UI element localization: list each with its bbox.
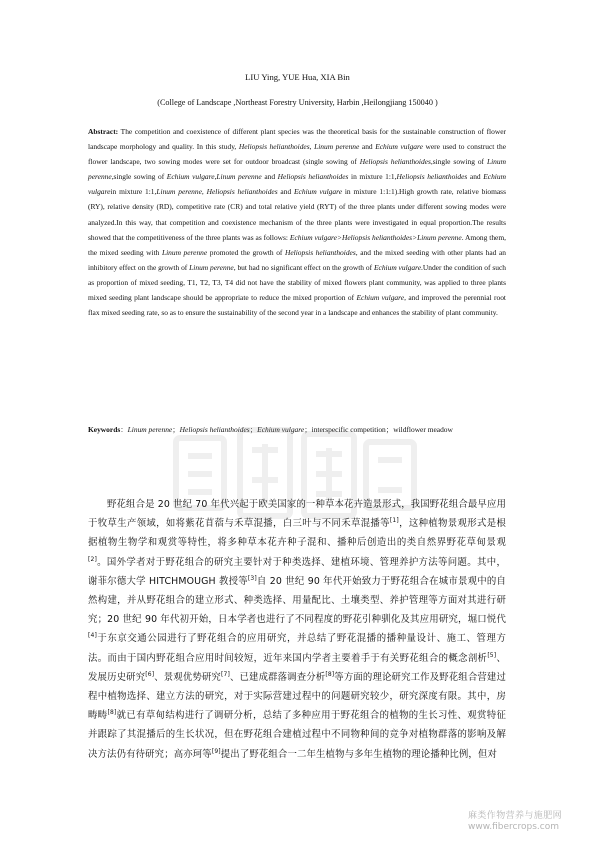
abstract-text: in mixture 1:1, (110, 187, 157, 197)
authors-line: LIU Ying, YUE Hua, XIA Bin (245, 72, 350, 82)
abstract-text: and (359, 142, 376, 152)
abstract-text: , and improved the perennial root flax mixed seeding rate, so as to ensure the sustainability of the second year in a landscape and enhances the stability of plant community. (88, 293, 506, 318)
abstract-text: in mixture 1:1:1).High growth rate, relative biomass (RY), relative density (RD), competitive rate (CR) and total relative yield (RYT) of the three plants under different sowing modes were analyzed.In this way, that competition and coexistence mechanism of the three plants were investigated in equal proportion.The results showed that the competitiveness of the three plants was as follows: (88, 187, 506, 242)
watermark-url: www.fibercrops.com (468, 822, 559, 832)
abstract-text: , and the mixed seeding with other plants had an inhibitory effect on the growth of (88, 247, 506, 272)
citation-ref: [9] (211, 747, 221, 755)
abstract-text: , (214, 172, 217, 182)
abstract-text: in mixture 1:1, (348, 172, 397, 182)
citation-ref: [2] (88, 555, 97, 563)
species-name: Heliopsis helianthoides (284, 247, 356, 257)
abstract-text: , (201, 187, 207, 197)
keywords-text: ； (172, 425, 180, 434)
competitiveness-order: Echium vulgare>Heliopsis helianthoides>Linum perenne (289, 232, 462, 242)
abstract-text: . Among them, the mixed seeding with (88, 232, 506, 257)
abstract-text: The competition and coexistence of different plant species was the theoretical basis for the sustainable construction of flower landscape morphology and quality. In this study, (88, 127, 506, 152)
citation-ref: [7] (220, 670, 230, 678)
keywords-label: Keywords (88, 425, 121, 434)
abstract-text: , (309, 142, 315, 152)
abstract-text: ,single sowing of (111, 172, 167, 182)
watermark-site-name: 麻类作物营养与施肥网 (468, 811, 563, 821)
citation-ref: [8] (325, 670, 335, 678)
abstract-text: and (467, 172, 484, 182)
body-text: 野花组合是 20 世纪 70 年代兴起于欧美国家的一种草本花卉造景形式，我国野花组合最早应用于牧草生产领域，如将紫花苜蓿与禾草混播，白三叶与不同禾草混播等 (88, 499, 506, 530)
species-name: Heliopsis helianthoides (359, 157, 431, 167)
citation-ref: [3] (247, 574, 257, 582)
citation-ref: [6] (145, 670, 155, 678)
abstract-text: promoted the growth of (207, 247, 285, 257)
abstract-text: were used to construct the flower landscape, two sowing modes were set for outdoor broadcast (single sowing of (88, 142, 506, 167)
abstract-text: and (277, 187, 295, 197)
abstract-text: .Under the condition of such as proportion of mixed seeding, T1, T2, T3, T4 did not have the stability of mixed flowers plant community, was applied to three plants mixed seeding plant landscape should be appropriate to reduce the mixed proportion of (88, 262, 506, 303)
species-name: Echium vulgare (373, 262, 422, 272)
species-name: Linum perenne (156, 187, 202, 197)
abstract-text: , but had no significant effect on the growth of (233, 262, 374, 272)
species-name: Linum perenne (314, 142, 360, 152)
citation-ref: [1] (389, 517, 399, 525)
species-name: Linum perenne (189, 262, 234, 272)
species-name: Heliopsis helianthoides (277, 172, 349, 182)
keywords-text: ： (120, 425, 128, 434)
body-text: 提出了野花组合一二年生植物与多年生植物的理论播种比例，但对 (220, 748, 498, 760)
body-text: 等方面的理论研究工作及野花组合营建过程中植物选择、建立方法的研究，对于实际营建过程中的问题研究较少，研究深度有限。其中，房畴畴 (88, 671, 506, 722)
keyword-species: Echium vulgare (257, 425, 305, 434)
species-name: Echium vulgare (88, 172, 506, 197)
body-text: 于东京交通公园进行了野花组合的应用研究，并总结了野花混播的播种量设计、施工、管理方法。而由于国内野花组合应用时间较短，近年来国内学者主要着手于有关野花组合的概念剖析 (88, 633, 506, 664)
citation-ref: [8] (107, 709, 117, 717)
citation-ref: [5] (487, 651, 497, 659)
body-text: 自 20 世纪 90 年代开始致力于野花组合在城市景观中的自然构建，并从野花组合的建立形式、种类选择、用量配比、土壤类型、养护管理等方面对其进行研究；20 世纪 90 年代初开始，日本学者也进行了不同程度的野花引种驯化及其应用研究，堀口悦代 (88, 575, 507, 626)
species-name: Heliopsis helianthoides (396, 172, 468, 182)
keywords-text: ； (249, 425, 258, 434)
species-name: Echium vulgare (166, 172, 215, 182)
species-name: Heliopsis helianthoides (206, 187, 278, 197)
body-text: 、景观优势研究 (154, 671, 221, 683)
keyword-species: Linum perenne (127, 425, 173, 434)
body-text: 、发展历史研究 (88, 652, 507, 683)
body-text: 、已建成群落调查分析 (229, 671, 326, 683)
species-name: Linum perenne (88, 157, 506, 182)
abstract-label: Abstract: (88, 127, 119, 136)
species-name: Linum perenne (161, 247, 208, 257)
keywords-text: ；interspecific competition；wildflower meadow (304, 425, 453, 434)
abstract-text: and (261, 172, 278, 182)
species-name: Heliopsis helianthoides (238, 142, 310, 152)
body-text: 就已有草甸结构进行了调研分析，总结了多种应用于野花组合的植物的生长习性、观赏特征并跟踪了其混播后的生长状况，但在野花组合建植过程中不同物种间的竞争对植物群落的影响及解决方法仍有待研究；高亦珂等 (88, 710, 506, 760)
body-text: 。国外学者对于野花组合的研究主要针对于种类选择、建植环境、管理养护方法等问题。其中，谢菲尔德大学 HITCHMOUGH 教授等 (88, 556, 506, 587)
body-paragraph (88, 495, 506, 764)
abstract-paragraph (88, 124, 506, 320)
species-name: Echium vulgare (294, 187, 343, 197)
body-text: ，这种植物景观形式是根据植物生物学和观赏等特性，将多种草本花卉种子混和、播种后创造出的类自然界野花草甸景观 (88, 518, 507, 549)
keyword-species: Heliopsis helianthoides (179, 425, 250, 434)
abstract-text: ,single sowing of (430, 157, 487, 167)
species-name: Echium vulgare (375, 142, 423, 152)
affiliation-line: (College of Landscape ,Northeast Forestry University, Harbin ,Heilongjiang 150040 ) (157, 98, 438, 107)
species-name: Linum perenne (216, 172, 262, 182)
species-name: Echium vulgare (356, 293, 405, 303)
citation-ref: [4] (88, 632, 97, 640)
